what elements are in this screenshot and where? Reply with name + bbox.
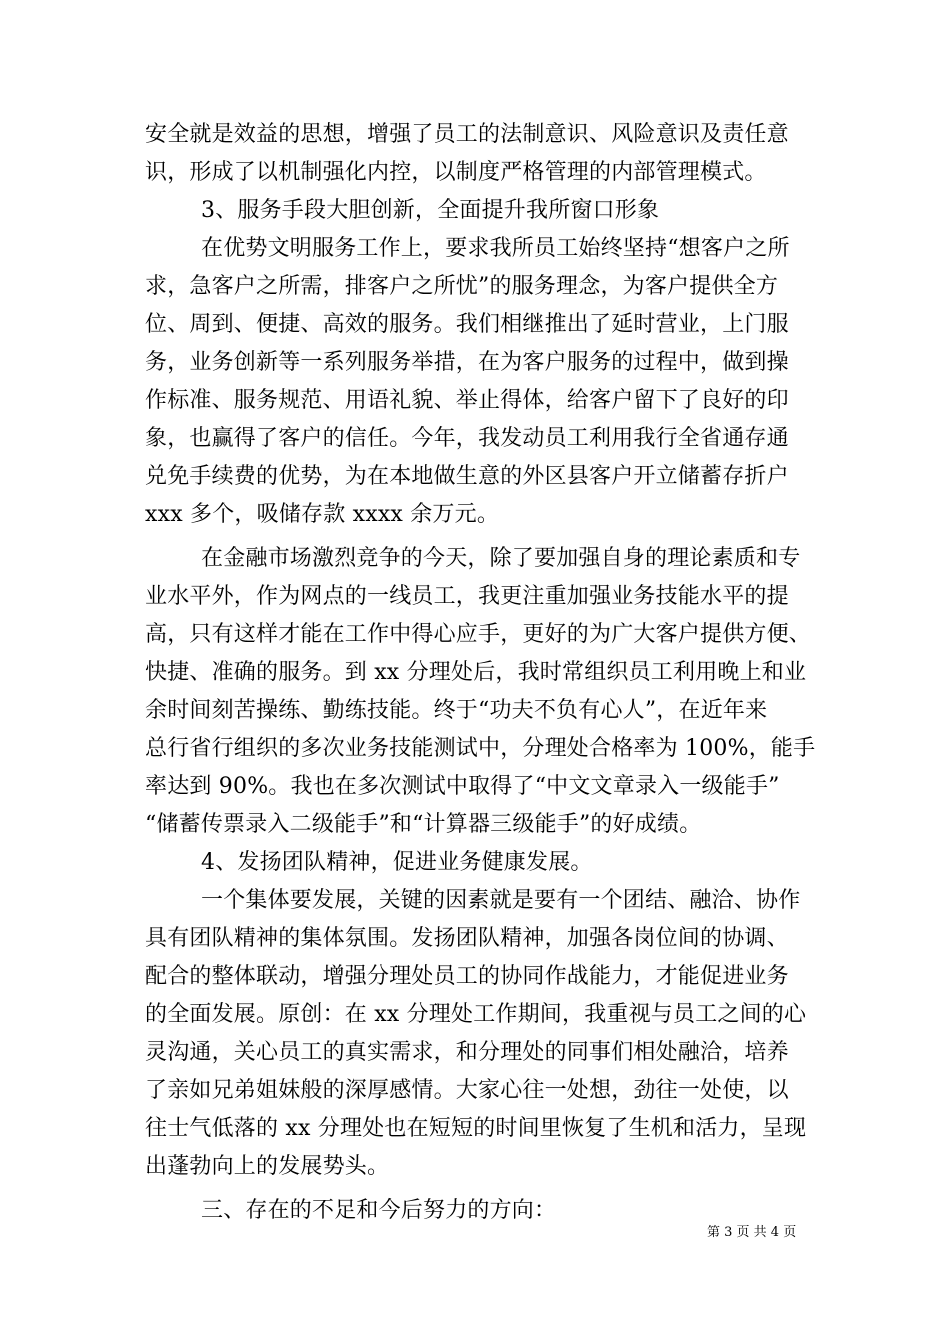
page-number: 第 3 页 共 4 页 xyxy=(707,1225,797,1240)
section-heading: 3、服务手段大胆创新，全面提升我所窗口形象 xyxy=(201,198,660,223)
text-line: 识，形成了以机制强化内控，以制度严格管理的内部管理模式。 xyxy=(145,160,767,185)
text-line: 作标准、服务规范、用语礼貌、举止得体，给客户留下了良好的印 xyxy=(145,388,789,413)
text-line: xxx 多个，吸储存款 xxxx 余万元。 xyxy=(145,502,500,527)
text-line: 位、周到、便捷、高效的服务。我们相继推出了延时营业，上门服 xyxy=(145,312,789,337)
text-line: 兑免手续费的优势，为在本地做生意的外区县客户开立储蓄存折户 xyxy=(145,464,789,489)
text-line: 高，只有这样才能在工作中得心应手，更好的为广大客户提供方便、 xyxy=(145,622,812,647)
text-line: 安全就是效益的思想，增强了员工的法制意识、风险意识及责任意 xyxy=(145,122,789,147)
text-line: 余时间刻苦操练、勤练技能。终于“功夫不负有心人”，在近年来 xyxy=(145,698,768,723)
text-line: 配合的整体联动，增强分理处员工的协同作战能力，才能促进业务 xyxy=(145,964,789,989)
text-line: 总行省行组织的多次业务技能测试中，分理处合格率为 100%，能手 xyxy=(145,736,816,761)
text-line: 一个集体要发展，关键的因素就是要有一个团结、融洽、协作 xyxy=(201,888,801,913)
text-line: 业水平外，作为网点的一线员工，我更注重加强业务技能水平的提 xyxy=(145,584,789,609)
text-line: 出蓬勃向上的发展势头。 xyxy=(145,1154,390,1179)
text-line: 往士气低落的 xx 分理处也在短短的时间里恢复了生机和活力，呈现 xyxy=(145,1116,807,1141)
document-body xyxy=(145,116,816,1230)
text-line: 灵沟通，关心员工的真实需求，和分理处的同事们相处融洽，培养 xyxy=(145,1040,789,1065)
text-line: 快捷、准确的服务。到 xx 分理处后，我时常组织员工利用晚上和业 xyxy=(145,660,807,685)
text-line: 求，急客户之所需，排客户之所忧”的服务理念，为客户提供全方 xyxy=(145,274,779,299)
text-line: 象，也赢得了客户的信任。今年，我发动员工利用我行全省通存通 xyxy=(145,426,789,451)
text-line: 在优势文明服务工作上，要求我所员工始终坚持“想客户之所 xyxy=(201,236,790,261)
text-line: 务，业务创新等一系列服务举措，在为客户服务的过程中，做到操 xyxy=(145,350,789,375)
text-line: “储蓄传票录入二级能手”和“计算器三级能手”的好成绩。 xyxy=(145,812,702,837)
text-line: 率达到 90%。我也在多次测试中取得了“中文文章录入一级能手” xyxy=(145,774,780,799)
section-heading: 4、发扬团队精神，促进业务健康发展。 xyxy=(201,850,593,875)
text-line: 具有团队精神的集体氛围。发扬团队精神，加强各岗位间的协调、 xyxy=(145,926,789,951)
text-line: 了亲如兄弟姐妹般的深厚感情。大家心往一处想，劲往一处使，以 xyxy=(145,1078,789,1103)
text-line: 在金融市场激烈竞争的今天，除了要加强自身的理论素质和专 xyxy=(201,546,801,571)
section-heading: 三、存在的不足和今后努力的方向： xyxy=(201,1198,557,1223)
text-line: 的全面发展。原创：在 xx 分理处工作期间，我重视与员工之间的心 xyxy=(145,1002,807,1027)
